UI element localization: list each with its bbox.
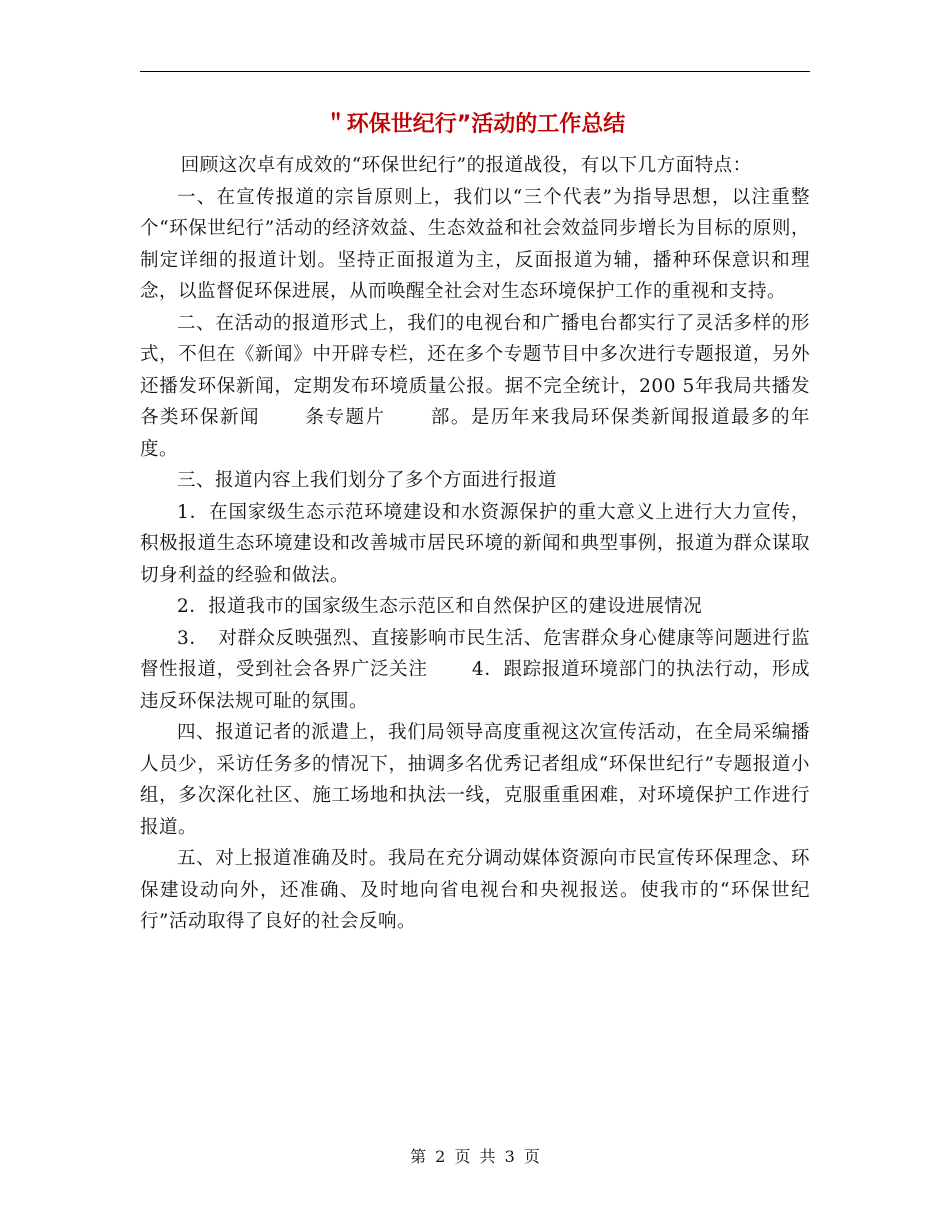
list-item-1: 1．在国家级生态示范环境建设和水资源保护的重大意义上进行大力宣传，积极报道生态环境建设和改善城市居民环境的新闻和典型事例，报道为群众谋取切身利益的经验和做法。: [140, 501, 810, 586]
paragraph-5: 五、对上报道准确及时。我局在充分调动媒体资源向市民宣传环保理念、环保建设动向外，还准确、及时地向省电视台和央视报送。使我市的“环保世纪行”活动取得了良好的社会反响。: [140, 848, 810, 932]
paragraph-1: 一、在宣传报道的宗旨原则上，我们以“三个代表”为指导思想，以注重整个“环保世纪行”活动的经济效益、生态效益和社会效益同步增长为目标的原则，制定详细的报道计划。坚持正面报道为主，反面报道为辅，播种环保意识和理念，以监督促环保进展，从而唤醒全社会对生态环境保护工作的重视和支持。: [140, 186, 810, 302]
header-rule: [140, 71, 810, 72]
paragraph-4: 四、报道记者的派遣上，我们局领导高度重视这次宣传活动，在全局采编播人员少，采访任务多的情况下，抽调多名优秀记者组成“环保世纪行”专题报道小组，多次深化社区、施工场地和执法一线，克服重重困难，对环境保护工作进行报道。: [140, 722, 810, 838]
document-body: [140, 150, 810, 938]
paragraph-2: [140, 308, 810, 466]
page-number-footer: 第 2 页 共 3 页: [410, 1147, 540, 1166]
paragraph-3: 三、报道内容上我们划分了多个方面进行报道: [177, 470, 558, 491]
paragraph-2-part-c: 部。是历年来我局环保类新闻报道最多的年度。: [140, 407, 810, 460]
page-title: ＂环保世纪行”活动的工作总结: [324, 112, 626, 137]
paragraph-2-part-b: 条专题片: [304, 407, 386, 428]
paragraph-2-part-a: 二、在活动的报道形式上，我们的电视台和广播电台都实行了灵活多样的形式，不但在《新闻》中开辟专栏，还在多个专题节目中多次进行专题报道，另外还播发环保新闻，定期发布环境质量公报。据不完全统计，200 5年我局共播发各类环保新闻: [140, 312, 810, 428]
list-item-4: 4．跟踪报道环境部门的执法行动，形成违反环保法规可耻的氛围。: [140, 659, 810, 712]
intro-paragraph: 回顾这次卓有成效的“环保世纪行”的报道战役，有以下几方面特点：: [180, 155, 752, 176]
list-item-2: 2．报道我市的国家级生态示范区和自然保护区的建设进展情况: [177, 596, 703, 617]
list-item-3-4: [140, 623, 810, 718]
list-item-3: 3． 对群众反映强烈、直接影响市民生活、危害群众身心健康等问题进行监督性报道，受到社会各界广泛关注: [140, 627, 810, 680]
